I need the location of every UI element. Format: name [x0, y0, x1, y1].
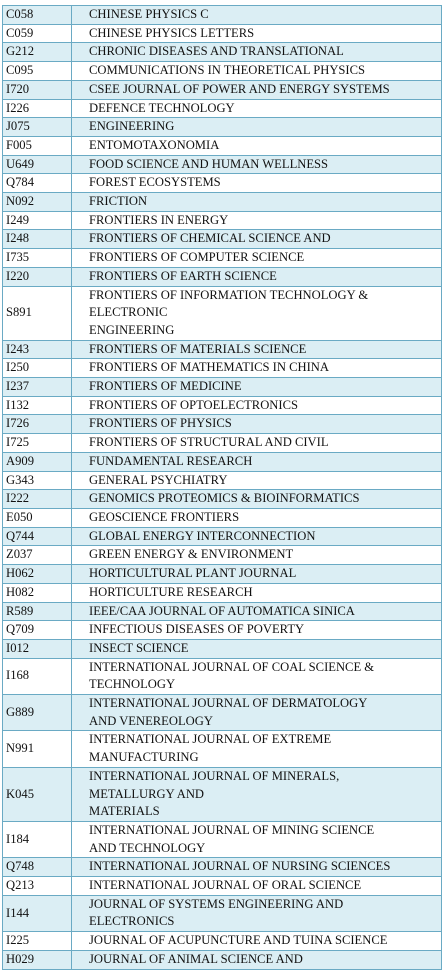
- journal-code-cell: Q784: [3, 174, 72, 193]
- journal-title-cell: GEOSCIENCE FRONTIERS: [72, 508, 442, 527]
- journal-table: [2, 5, 442, 970]
- journal-code-cell: H082: [3, 583, 72, 602]
- journal-code-cell: I243: [3, 340, 72, 359]
- journal-title-cell: FRONTIERS OF PHYSICS: [72, 415, 442, 434]
- journal-title-cell: FRONTIERS IN ENERGY: [72, 211, 442, 230]
- table-row: [3, 6, 442, 25]
- journal-code-cell: N991: [3, 731, 72, 767]
- journal-title-cell: FOREST ECOSYSTEMS: [72, 174, 442, 193]
- journal-title-cell: GENERAL PSYCHIATRY: [72, 471, 442, 490]
- journal-title-cell: IEEE/CAA JOURNAL OF AUTOMATICA SINICA: [72, 602, 442, 621]
- table-row: [3, 602, 442, 621]
- table-row: [3, 731, 442, 767]
- table-row: [3, 340, 442, 359]
- table-row: [3, 80, 442, 99]
- journal-code-cell: I184: [3, 821, 72, 857]
- table-row: [3, 434, 442, 453]
- table-row: [3, 174, 442, 193]
- journal-code-cell: I237: [3, 378, 72, 397]
- journal-title-cell: FRONTIERS OF STRUCTURAL AND CIVIL: [72, 434, 442, 453]
- journal-title-cell: FRONTIERS OF OPTOELECTRONICS: [72, 396, 442, 415]
- journal-code-cell: C095: [3, 62, 72, 81]
- journal-code-cell: I225: [3, 932, 72, 951]
- journal-title-cell: DEFENCE TECHNOLOGY: [72, 99, 442, 118]
- journal-code-cell: N092: [3, 193, 72, 212]
- table-row: [3, 452, 442, 471]
- journal-code-cell: I132: [3, 396, 72, 415]
- journal-title-cell: INTERNATIONAL JOURNAL OF COAL SCIENCE & TECHNOLOGY: [72, 658, 442, 694]
- journal-code-cell: I248: [3, 230, 72, 249]
- journal-list-sheet: [2, 5, 441, 970]
- journal-code-cell: C058: [3, 6, 72, 25]
- journal-code-cell: C059: [3, 24, 72, 43]
- table-row: [3, 858, 442, 877]
- journal-title-cell: INSECT SCIENCE: [72, 639, 442, 658]
- table-row: [3, 527, 442, 546]
- journal-code-cell: I725: [3, 434, 72, 453]
- table-row: [3, 821, 442, 857]
- journal-code-cell: F005: [3, 136, 72, 155]
- journal-title-cell: CHINESE PHYSICS LETTERS: [72, 24, 442, 43]
- journal-title-cell: CHINESE PHYSICS C: [72, 6, 442, 25]
- table-row: [3, 895, 442, 931]
- journal-title-cell: INFECTIOUS DISEASES OF POVERTY: [72, 621, 442, 640]
- journal-title-cell: ENGINEERING: [72, 118, 442, 137]
- journal-title-cell: FRONTIERS OF MATERIALS SCIENCE: [72, 340, 442, 359]
- journal-code-cell: Q709: [3, 621, 72, 640]
- journal-title-cell: CHRONIC DISEASES AND TRANSLATIONAL: [72, 43, 442, 62]
- journal-code-cell: I220: [3, 267, 72, 286]
- journal-code-cell: I226: [3, 99, 72, 118]
- journal-code-cell: I726: [3, 415, 72, 434]
- journal-code-cell: E050: [3, 508, 72, 527]
- journal-title-cell: HORTICULTURAL PLANT JOURNAL: [72, 565, 442, 584]
- journal-title-cell: JOURNAL OF ACUPUNCTURE AND TUINA SCIENCE: [72, 932, 442, 951]
- table-row: [3, 193, 442, 212]
- journal-title-cell: INTERNATIONAL JOURNAL OF NURSING SCIENCES: [72, 858, 442, 877]
- table-row: [3, 99, 442, 118]
- journal-code-cell: Q744: [3, 527, 72, 546]
- journal-title-cell: FRONTIERS OF MEDICINE: [72, 378, 442, 397]
- journal-code-cell: H062: [3, 565, 72, 584]
- table-row: [3, 378, 442, 397]
- journal-title-cell: CSEE JOURNAL OF POWER AND ENERGY SYSTEMS: [72, 80, 442, 99]
- journal-title-cell: GLOBAL ENERGY INTERCONNECTION: [72, 527, 442, 546]
- table-row: [3, 396, 442, 415]
- table-row: [3, 490, 442, 509]
- journal-code-cell: Z037: [3, 546, 72, 565]
- journal-title-cell: INTERNATIONAL JOURNAL OF MINERALS, METALLURGY AND MATERIALS: [72, 767, 442, 821]
- table-row: [3, 546, 442, 565]
- table-row: [3, 43, 442, 62]
- table-row: [3, 415, 442, 434]
- table-row: [3, 695, 442, 731]
- table-row: [3, 155, 442, 174]
- journal-code-cell: G889: [3, 695, 72, 731]
- table-row: [3, 24, 442, 43]
- table-row: [3, 136, 442, 155]
- table-row: [3, 471, 442, 490]
- journal-title-cell: GREEN ENERGY & ENVIRONMENT: [72, 546, 442, 565]
- journal-code-cell: K045: [3, 767, 72, 821]
- journal-title-cell: ENTOMOTAXONOMIA: [72, 136, 442, 155]
- table-row: [3, 508, 442, 527]
- table-row: [3, 118, 442, 137]
- journal-code-cell: Q748: [3, 858, 72, 877]
- journal-title-cell: FRONTIERS OF COMPUTER SCIENCE: [72, 249, 442, 268]
- table-row: [3, 359, 442, 378]
- table-row: [3, 249, 442, 268]
- journal-code-cell: I144: [3, 895, 72, 931]
- journal-code-cell: I222: [3, 490, 72, 509]
- journal-title-cell: COMMUNICATIONS IN THEORETICAL PHYSICS: [72, 62, 442, 81]
- journal-code-cell: R589: [3, 602, 72, 621]
- journal-title-cell: FUNDAMENTAL RESEARCH: [72, 452, 442, 471]
- journal-title-cell: HORTICULTURE RESEARCH: [72, 583, 442, 602]
- table-row: [3, 211, 442, 230]
- journal-title-cell: FOOD SCIENCE AND HUMAN WELLNESS: [72, 155, 442, 174]
- table-row: [3, 658, 442, 694]
- table-row: [3, 950, 442, 969]
- journal-code-cell: Q213: [3, 877, 72, 896]
- journal-code-cell: I250: [3, 359, 72, 378]
- journal-code-cell: I735: [3, 249, 72, 268]
- journal-code-cell: I720: [3, 80, 72, 99]
- journal-code-cell: H029: [3, 950, 72, 969]
- table-row: [3, 62, 442, 81]
- journal-code-cell: S891: [3, 286, 72, 340]
- journal-title-cell: GENOMICS PROTEOMICS & BIOINFORMATICS: [72, 490, 442, 509]
- journal-code-cell: U649: [3, 155, 72, 174]
- table-row: [3, 286, 442, 340]
- table-row: [3, 639, 442, 658]
- journal-title-cell: FRICTION: [72, 193, 442, 212]
- journal-code-cell: I012: [3, 639, 72, 658]
- journal-title-cell: JOURNAL OF ANIMAL SCIENCE AND: [72, 950, 442, 969]
- journal-code-cell: I168: [3, 658, 72, 694]
- journal-title-cell: INTERNATIONAL JOURNAL OF DERMATOLOGY AND VENEREOLOGY: [72, 695, 442, 731]
- journal-title-cell: JOURNAL OF SYSTEMS ENGINEERING AND ELECTRONICS: [72, 895, 442, 931]
- journal-code-cell: G343: [3, 471, 72, 490]
- table-row: [3, 932, 442, 951]
- table-row: [3, 565, 442, 584]
- journal-code-cell: G212: [3, 43, 72, 62]
- table-row: [3, 230, 442, 249]
- table-row: [3, 583, 442, 602]
- journal-code-cell: I249: [3, 211, 72, 230]
- table-row: [3, 877, 442, 896]
- journal-code-cell: J075: [3, 118, 72, 137]
- journal-title-cell: FRONTIERS OF MATHEMATICS IN CHINA: [72, 359, 442, 378]
- journal-title-cell: FRONTIERS OF INFORMATION TECHNOLOGY & ELECTRONIC ENGINEERING: [72, 286, 442, 340]
- journal-code-cell: A909: [3, 452, 72, 471]
- table-row: [3, 621, 442, 640]
- journal-title-cell: INTERNATIONAL JOURNAL OF ORAL SCIENCE: [72, 877, 442, 896]
- journal-title-cell: INTERNATIONAL JOURNAL OF MINING SCIENCE AND TECHNOLOGY: [72, 821, 442, 857]
- journal-title-cell: INTERNATIONAL JOURNAL OF EXTREME MANUFACTURING: [72, 731, 442, 767]
- journal-title-cell: FRONTIERS OF EARTH SCIENCE: [72, 267, 442, 286]
- table-row: [3, 267, 442, 286]
- journal-title-cell: FRONTIERS OF CHEMICAL SCIENCE AND: [72, 230, 442, 249]
- table-row: [3, 767, 442, 821]
- journal-table-body: [3, 6, 442, 970]
